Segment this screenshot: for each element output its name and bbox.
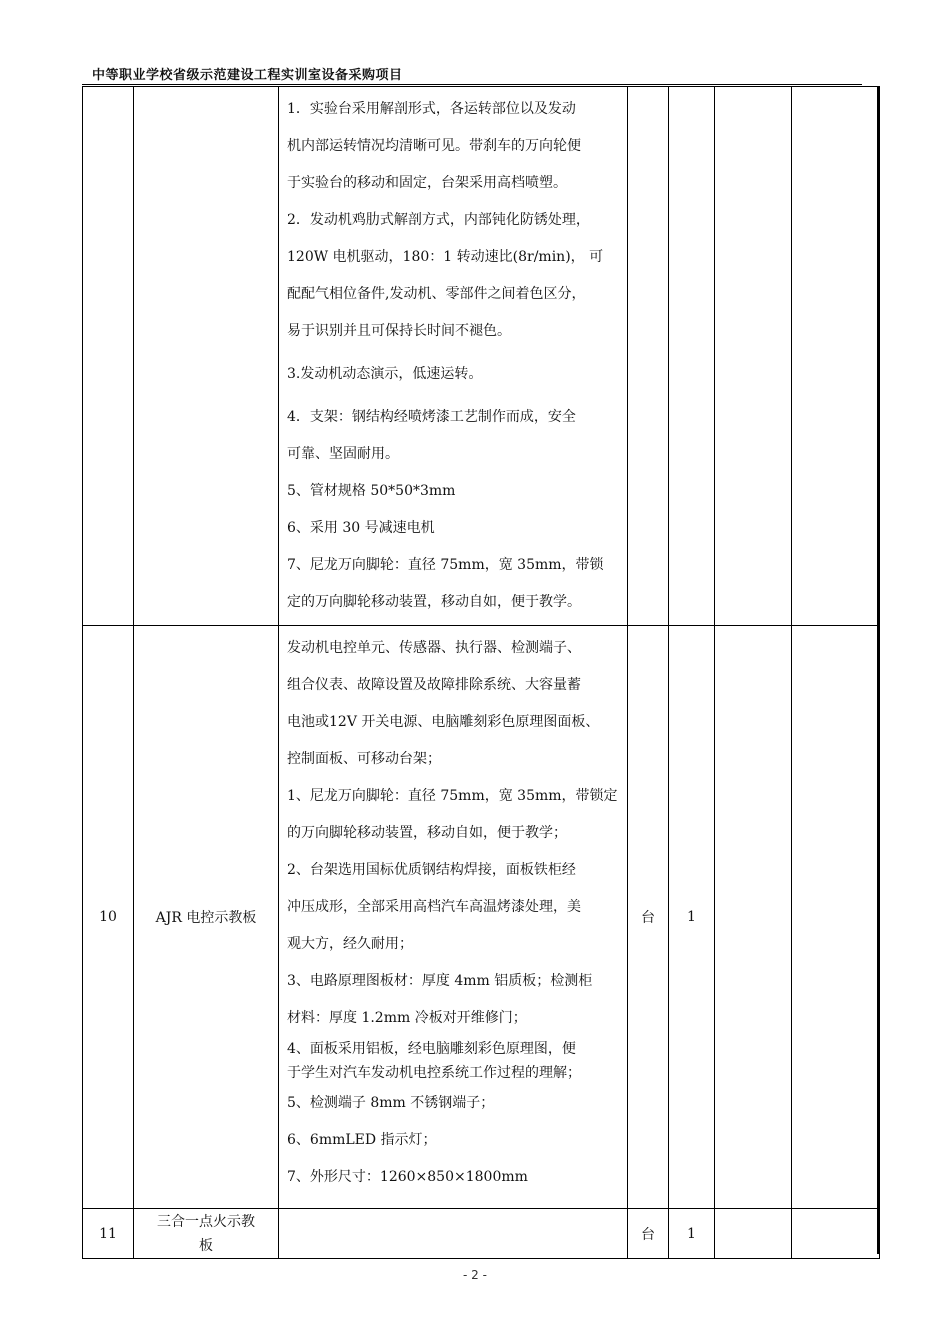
row-number-cell: 11 xyxy=(83,1209,134,1259)
spec-line: 的万向脚轮移动装置，移动自如，便于教学； xyxy=(287,825,567,841)
row-number-cell xyxy=(83,87,134,626)
unit-cell: 台 xyxy=(628,1209,669,1259)
spec-line: 材料：厚度 1.2mm 冷板对开维修门； xyxy=(287,1010,527,1026)
spec-line: 6、采用 30 号减速电机 xyxy=(287,520,435,536)
equipment-spec-table xyxy=(82,86,880,1259)
spec-line: 电池或12V 开关电源、电脑雕刻彩色原理图面板、 xyxy=(287,714,600,730)
spec-line: 7、外形尺寸：1260×850×1800mm xyxy=(287,1169,528,1185)
spec-line: 120W 电机驱动，180：1 转动速比(8r/min)， 可 xyxy=(287,249,604,265)
table-row xyxy=(83,87,880,626)
row-number-cell: 10 xyxy=(83,626,134,1209)
spec-line: 控制面板、可移动台架； xyxy=(287,751,441,767)
empty-cell xyxy=(792,87,880,626)
equipment-name-line: 三合一点火示教 xyxy=(157,1213,255,1230)
spec-line: 配配气相位备件,发动机、零部件之间着色区分， xyxy=(287,286,586,302)
table-row xyxy=(83,1209,880,1259)
quantity-cell xyxy=(669,87,715,626)
spec-line: 组合仪表、故障设置及故障排除系统、大容量蓄 xyxy=(287,677,581,693)
equipment-name-cell xyxy=(134,1209,279,1259)
equipment-name-cell: AJR 电控示教板 xyxy=(134,626,279,1209)
spec-line: 可靠、坚固耐用。 xyxy=(287,446,399,462)
empty-cell xyxy=(792,1209,880,1259)
spec-line: 机内部运转情况均清晰可见。带刹车的万向轮便 xyxy=(287,138,581,154)
spec-line: 5、检测端子 8mm 不锈钢端子； xyxy=(287,1095,495,1111)
unit-cell xyxy=(628,87,669,626)
equipment-name-cell xyxy=(134,87,279,626)
spec-line: 1、尼龙万向脚轮：直径 75mm，宽 35mm，带锁定 xyxy=(287,788,618,804)
equipment-name-line: 板 xyxy=(199,1237,213,1254)
spec-line: 6、6mmLED 指示灯； xyxy=(287,1132,437,1148)
spec-line: 4、面板采用铝板，经电脑雕刻彩色原理图，便 xyxy=(287,1041,576,1057)
empty-cell xyxy=(715,626,792,1209)
spec-line: 于学生对汽车发动机电控系统工作过程的理解； xyxy=(287,1065,581,1081)
header-rule xyxy=(82,84,862,85)
spec-line: 发动机电控单元、传感器、执行器、检测端子、 xyxy=(287,640,581,656)
table-row xyxy=(83,626,880,1209)
spec-line: 7、尼龙万向脚轮：直径 75mm，宽 35mm，带锁 xyxy=(287,557,604,573)
spec-line: 于实验台的移动和固定，台架采用高档喷塑。 xyxy=(287,175,567,191)
spec-line: 2、台架选用国标优质钢结构焊接，面板铁柜经 xyxy=(287,862,576,878)
spec-line: 易于识别并且可保持长时间不褪色。 xyxy=(287,323,511,339)
empty-cell xyxy=(715,87,792,626)
spec-line: 1．实验台采用解剖形式，各运转部位以及发动 xyxy=(287,101,576,117)
quantity-cell: 1 xyxy=(669,626,715,1209)
empty-cell xyxy=(792,626,880,1209)
spec-description-cell xyxy=(279,626,628,1209)
spec-description-cell xyxy=(279,87,628,626)
document-header-title: 中等职业学校省级示范建设工程实训室设备采购项目 xyxy=(92,68,403,83)
spec-line: 5、管材规格 50*50*3mm xyxy=(287,483,456,499)
spec-line: 冲压成形，全部采用高档汽车高温烤漆处理，美 xyxy=(287,899,581,915)
page-number: - 2 - xyxy=(463,1268,487,1282)
spec-line: 观大方，经久耐用； xyxy=(287,936,413,952)
table-right-border xyxy=(877,86,879,1254)
spec-line: 3.发动机动态演示，低速运转。 xyxy=(287,366,483,382)
spec-line: 定的万向脚轮移动装置，移动自如，便于教学。 xyxy=(287,594,581,610)
quantity-cell: 1 xyxy=(669,1209,715,1259)
unit-cell: 台 xyxy=(628,626,669,1209)
spec-line: 4．支架：钢结构经喷烤漆工艺制作而成，安全 xyxy=(287,409,576,425)
spec-line: 2．发动机鸡肋式解剖方式，内部钝化防锈处理， xyxy=(287,212,590,228)
spec-description-cell xyxy=(279,1209,628,1259)
empty-cell xyxy=(715,1209,792,1259)
spec-line: 3、电路原理图板材：厚度 4mm 铝质板；检测柜 xyxy=(287,973,593,989)
